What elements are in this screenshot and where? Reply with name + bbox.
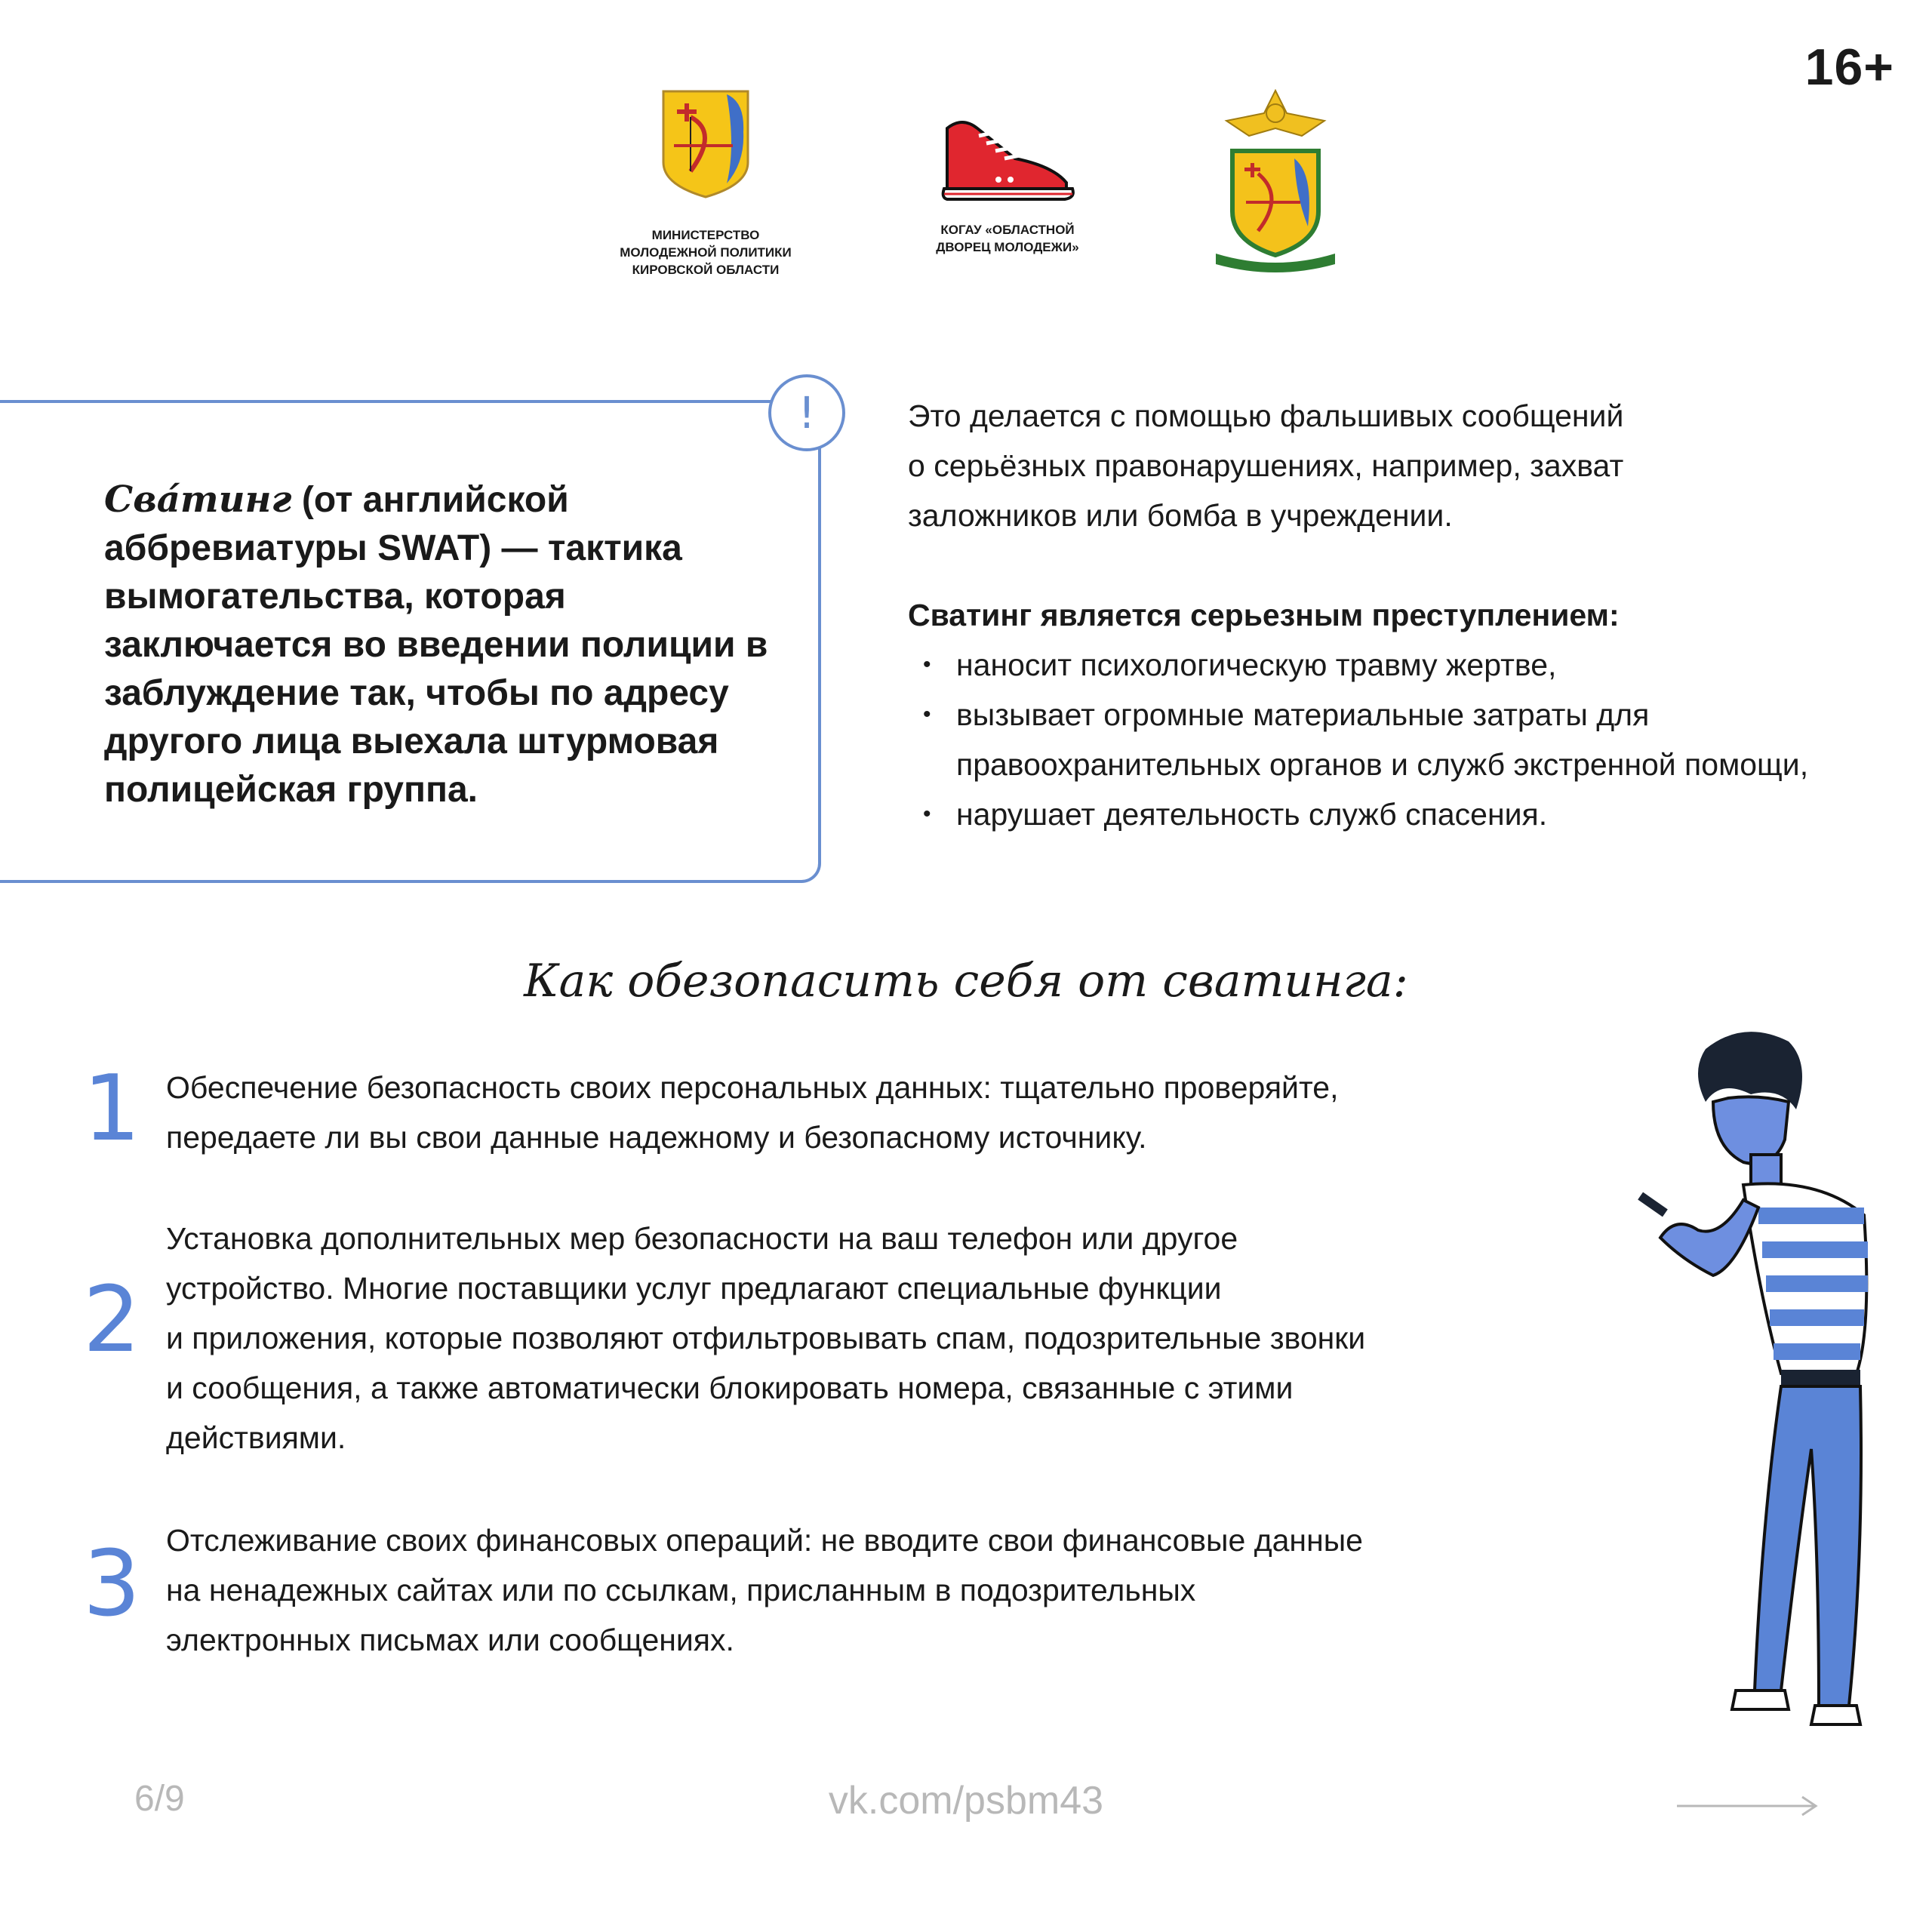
step-number: 3	[82, 1532, 141, 1637]
step-line: и сообщения, а также автоматически блокировать номера, связанные с этими	[166, 1371, 1294, 1405]
definition-text	[104, 475, 798, 814]
ministry-logo	[608, 87, 804, 278]
step-line: и приложения, которые позволяют отфильтровывать спам, подозрительные звонки	[166, 1321, 1366, 1355]
consequence-item: • нарушает деятельность служб спасения.	[908, 789, 1904, 839]
definition-term: Сва́тинг	[104, 478, 292, 521]
section-title: Как обезопасить себя от сватинга:	[524, 955, 1408, 1008]
step-text	[166, 1515, 1630, 1665]
swatting-info	[908, 391, 1904, 839]
step-text	[166, 1214, 1630, 1463]
consequence-item: • вызывает огромные материальные затраты для правоохранительных органов и служб экстренной помощи,	[908, 690, 1904, 789]
police-emblem-icon	[1211, 83, 1340, 279]
footer-link[interactable]: vk.com/psbm43	[828, 1779, 1104, 1823]
age-rating: 16+	[1804, 38, 1894, 96]
red-sneaker-icon	[932, 113, 1083, 204]
youth-palace-caption-line: КОГАУ «ОБЛАСТНОЙ	[940, 223, 1075, 237]
consequence-item: • наносит психологическую травму жертве,	[908, 640, 1904, 690]
youth-palace-logo	[913, 113, 1102, 256]
step-line: действиями.	[166, 1420, 346, 1455]
info-intro-line: Это делается с помощью фальшивых сообщений	[908, 398, 1624, 433]
step-line: Отслеживание своих финансовых операций: не вводите свои финансовые данные	[166, 1523, 1363, 1558]
page-indicator: 6/9	[134, 1779, 185, 1819]
crime-title: Сватинг является серьезным преступлением:	[908, 598, 1620, 632]
consequences-list	[908, 640, 1904, 839]
step-line: Установка дополнительных мер безопасности на ваш телефон или другое	[166, 1221, 1238, 1256]
ministry-caption-line: КИРОВСКОЙ ОБЛАСТИ	[632, 263, 780, 277]
ministry-caption-line: МИНИСТЕРСТВО	[651, 228, 760, 242]
arrow-right-icon[interactable]	[1675, 1795, 1819, 1817]
step-number: 1	[82, 1057, 141, 1161]
info-intro-line: заложников или бомба в учреждении.	[908, 498, 1453, 533]
alert-symbol: !	[798, 387, 816, 438]
definition-body: (от английской аббревиатуры SWAT) — тактика вымогательства, которая заключается во введении полиции в заблуждение так, чтобы по адресу другого лица выехала штурмовая полицейская группа.	[104, 480, 768, 810]
step-line: на ненадежных сайтах или по ссылкам, присланным в подозрительных	[166, 1573, 1196, 1607]
ministry-caption-line: МОЛОДЕЖНОЙ ПОЛИТИКИ	[620, 245, 792, 260]
man-with-phone-illustration	[1630, 1026, 1887, 1743]
step-text	[166, 1063, 1630, 1162]
step-number: 2	[82, 1268, 141, 1373]
alert-icon	[768, 374, 845, 451]
info-intro-line: о серьёзных правонарушениях, например, захват	[908, 448, 1624, 483]
youth-palace-caption-line: ДВОРЕЦ МОЛОДЕЖИ»	[936, 240, 1079, 254]
police-logo	[1208, 83, 1343, 283]
step-line: устройство. Многие поставщики услуг предлагают специальные функции	[166, 1271, 1222, 1306]
step-line: Обеспечение безопасность своих персональных данных: тщательно проверяйте,	[166, 1070, 1339, 1105]
kirov-coat-of-arms-icon	[660, 87, 751, 200]
step-line: передаете ли вы свои данные надежному и безопасному источнику.	[166, 1120, 1147, 1155]
step-line: электронных письмах или сообщениях.	[166, 1623, 734, 1657]
